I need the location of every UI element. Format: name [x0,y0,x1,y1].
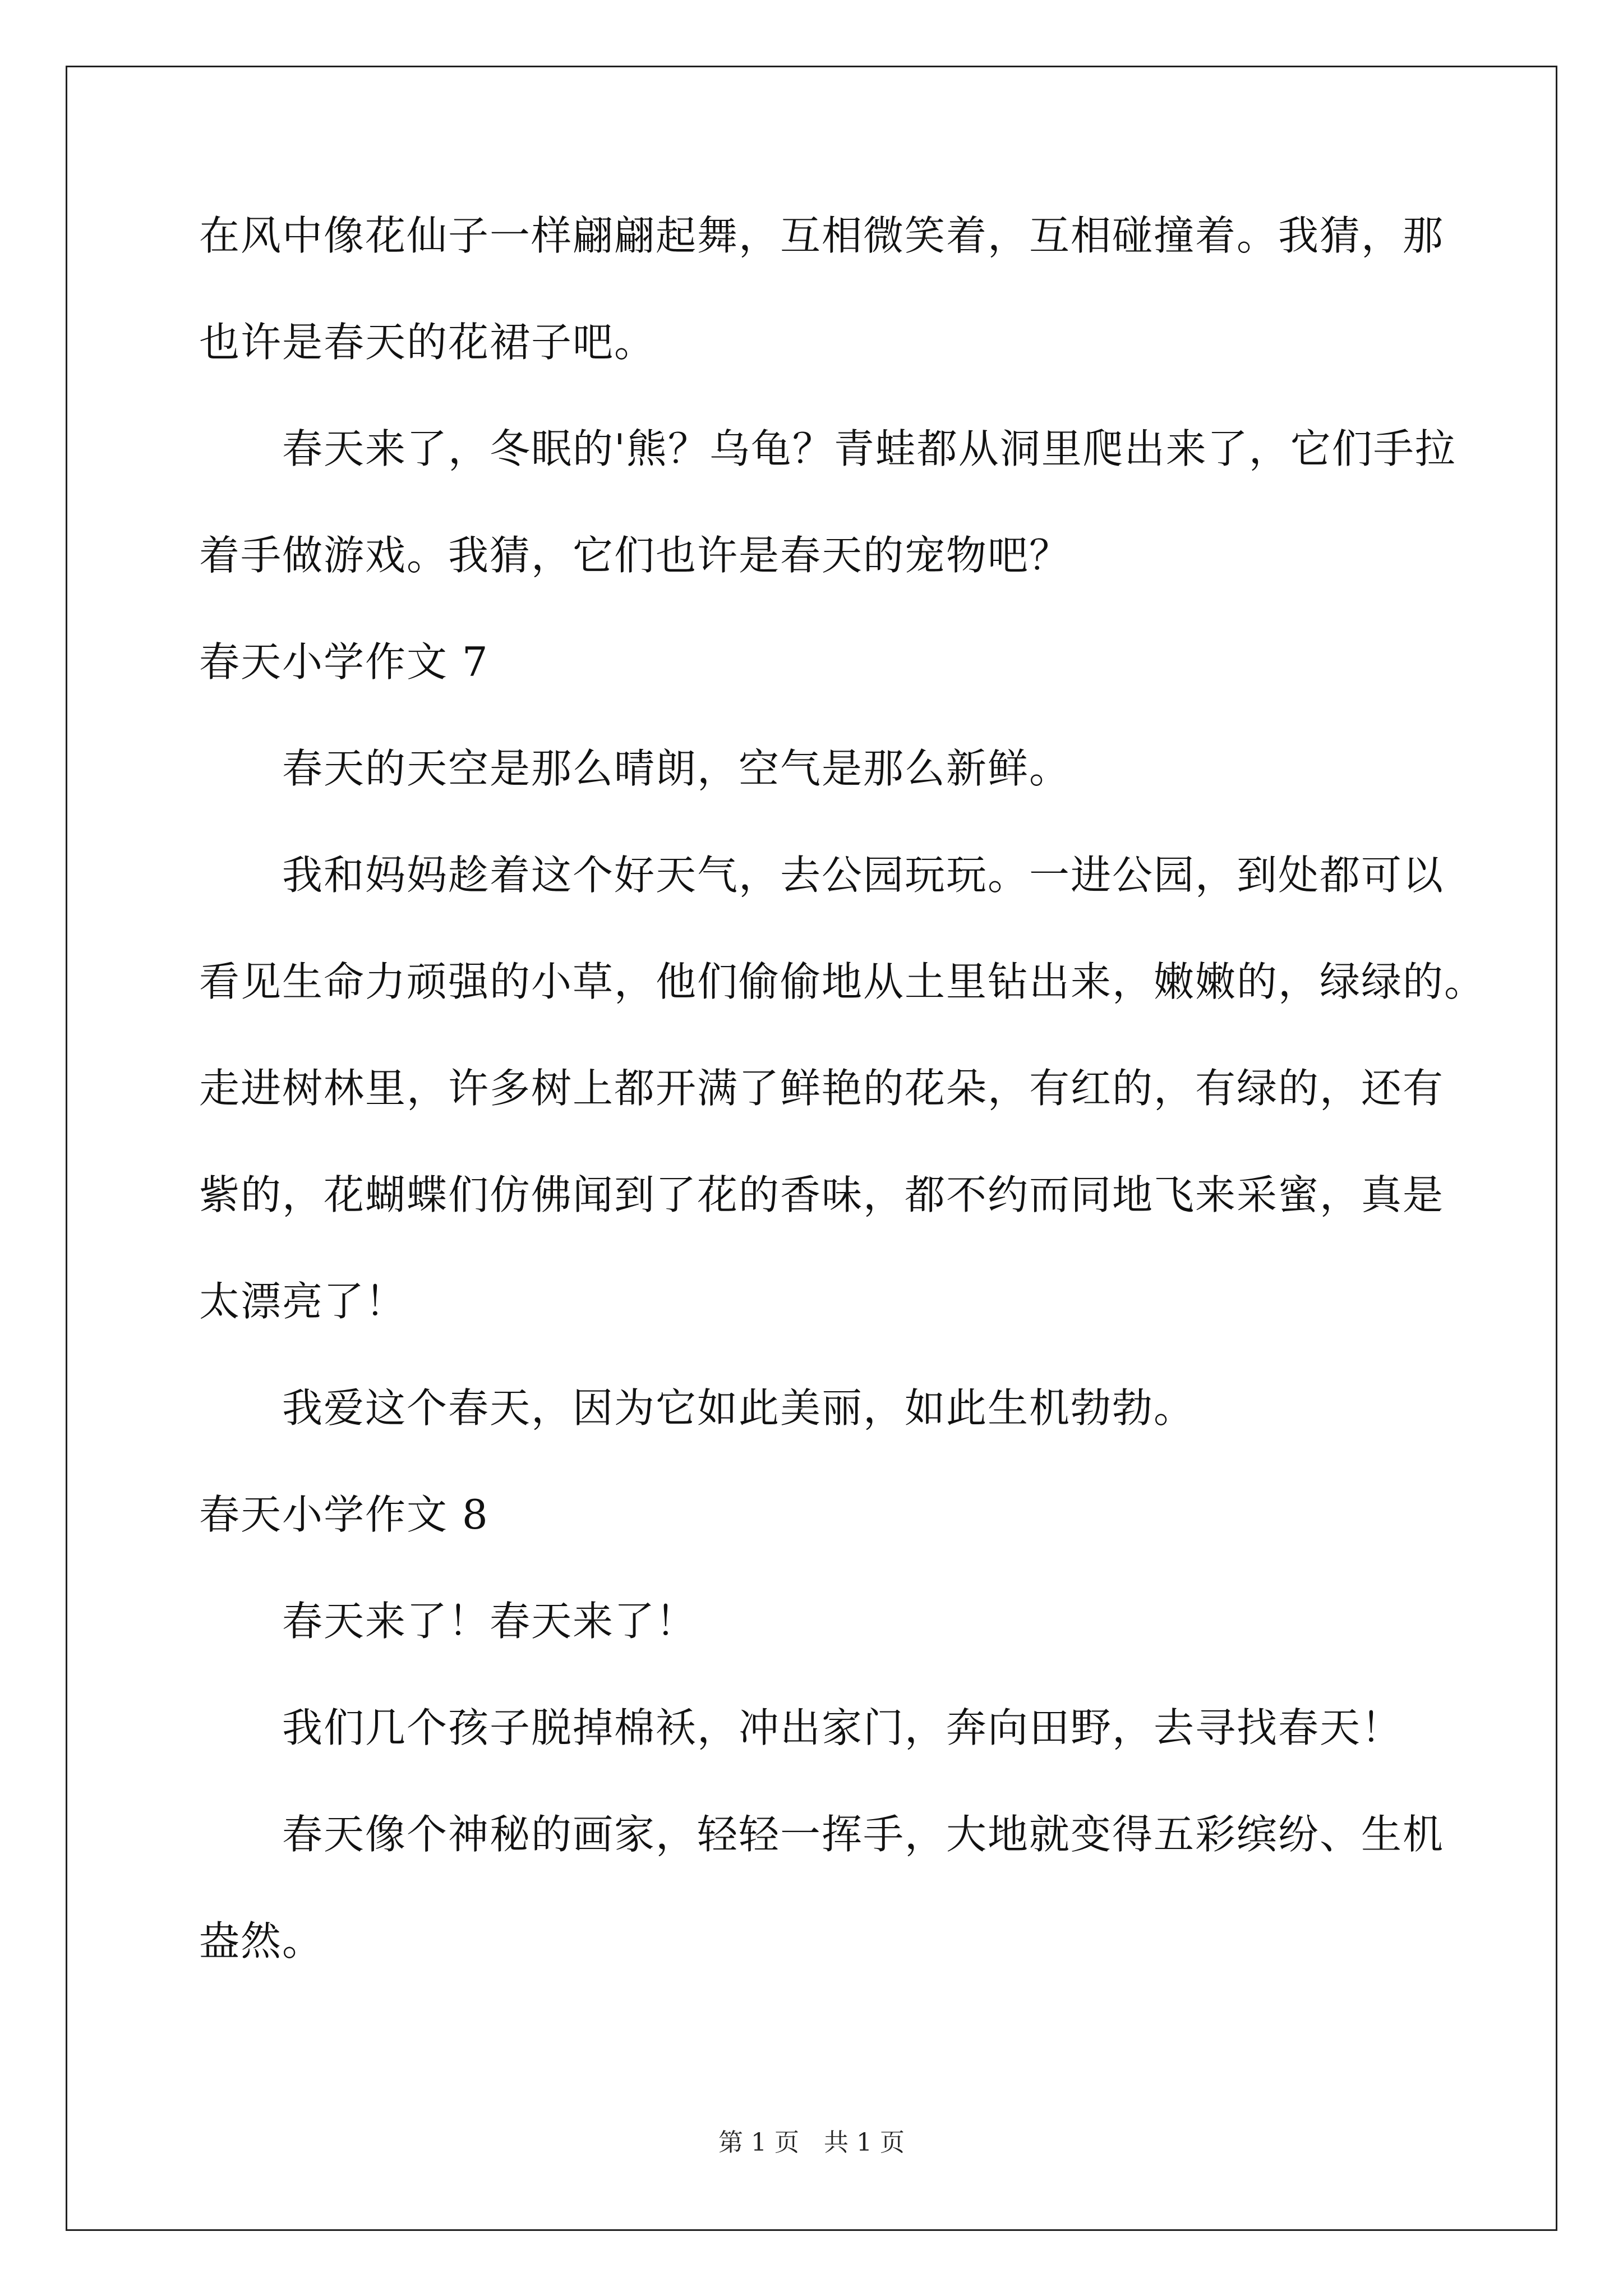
text-line: 我爱这个春天，因为它如此美丽，如此生机勃勃。 [282,1384,1196,1432]
text-line: 春天来了，冬眠的'熊？乌龟？青蛙都从洞里爬出来了，它们手拉 [282,425,1456,472]
text-line: 太漂亮了！ [199,1278,407,1325]
text-line: 我和妈妈趁着这个好天气，去公园玩玩。一进公园，到处都可以 [282,852,1445,899]
section-heading: 春天小学作文 8 [199,1491,489,1538]
text-line: 走进树林里，许多树上都开满了鲜艳的花朵，有红的，有绿的，还有 [199,1065,1445,1112]
text-line: 春天的天空是那么晴朗，空气是那么新鲜。 [282,745,1071,792]
text-line: 着手做游戏。我猜，它们也许是春天的宠物吧？ [199,532,1071,579]
text-line: 春天来了！春天来了！ [282,1598,698,1645]
page-frame [66,66,1557,2231]
text-line: 春天像个神秘的画家，轻轻一挥手，大地就变得五彩缤纷、生机 [282,1811,1445,1858]
text-line: 在风中像花仙子一样翩翩起舞，互相微笑着，互相碰撞着。我猜，那 [199,212,1445,259]
text-line: 盎然。 [199,1917,324,1964]
section-heading: 春天小学作文 7 [199,638,489,685]
text-line: 也许是春天的花裙子吧。 [199,319,656,366]
text-line: 我们几个孩子脱掉棉袄，冲出家门，奔向田野，去寻找春天！ [282,1704,1403,1751]
text-line: 紫的，花蝴蝶们仿佛闻到了花的香味，都不约而同地飞来采蜜，真是 [199,1171,1445,1218]
page-footer: 第 1 页 共 1 页 [718,2128,905,2157]
text-line: 看见生命力顽强的小草，他们偷偷地从土里钻出来，嫩嫩的，绿绿的。 [199,958,1486,1005]
